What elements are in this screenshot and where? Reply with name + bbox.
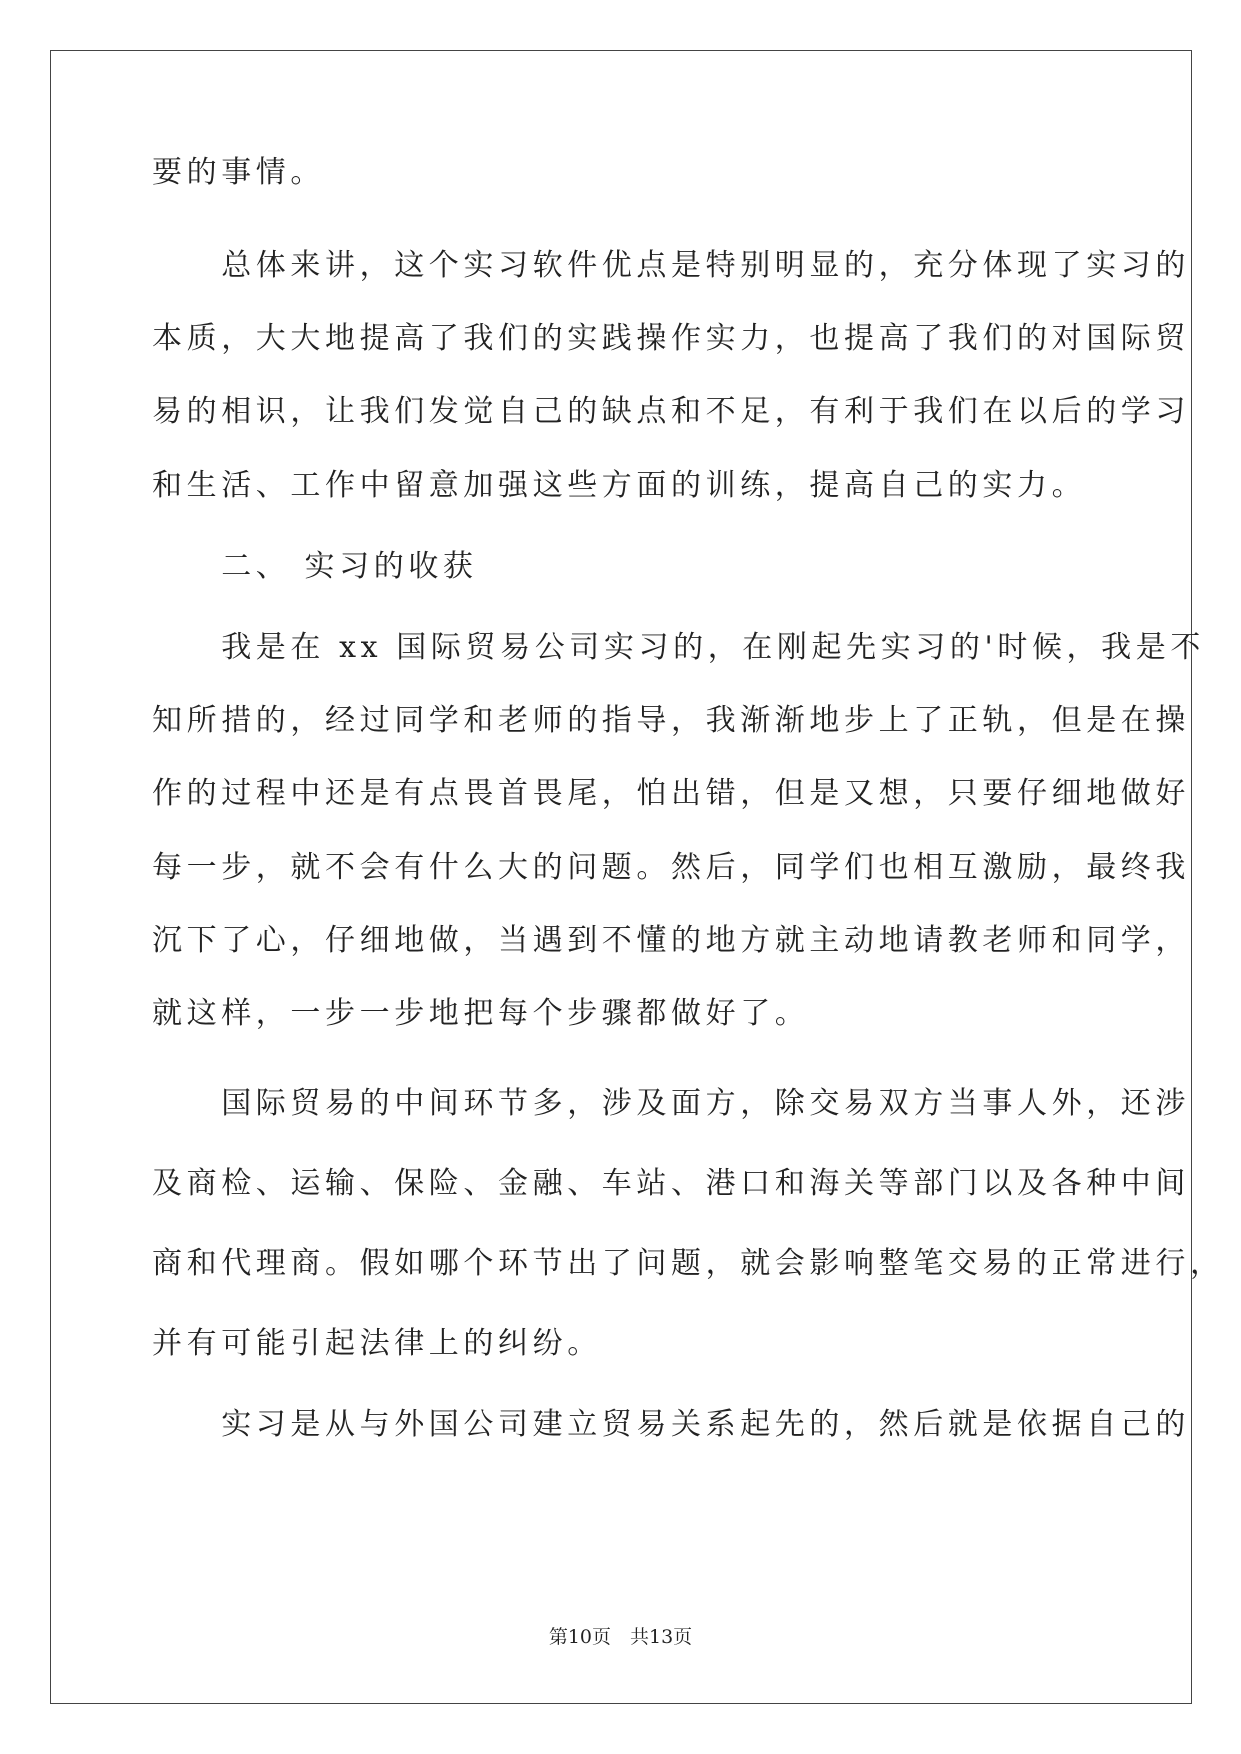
text-line: 我是在 xx 国际贸易公司实习的，在刚起先实习的'时候，我是不 [152, 630, 1205, 665]
text-line: 就这样，一步一步地把每个步骤都做好了。 [152, 996, 810, 1031]
text-line: 和生活、工作中留意加强这些方面的训练，提高自己的实力。 [152, 468, 1087, 503]
text-line: 总体来讲，这个实习软件优点是特别明显的，充分体现了实习的 [152, 248, 1190, 283]
text-line: 每一步，就不会有什么大的问题。然后，同学们也相互激励，最终我 [152, 850, 1190, 885]
text-line: 知所措的，经过同学和老师的指导，我渐渐地步上了正轨，但是在操 [152, 703, 1190, 738]
text-line: 沉下了心，仔细地做，当遇到不懂的地方就主动地请教老师和同学， [152, 923, 1190, 958]
text-line: 实习是从与外国公司建立贸易关系起先的，然后就是依据自己的 [152, 1407, 1190, 1442]
text-line: 作的过程中还是有点畏首畏尾，怕出错，但是又想，只要仔细地做好 [152, 776, 1190, 811]
text-line: 本质，大大地提高了我们的实践操作实力，也提高了我们的对国际贸 [152, 321, 1190, 356]
text-line: 国际贸易的中间环节多，涉及面方，除交易双方当事人外，还涉 [152, 1086, 1190, 1121]
text-line: 并有可能引起法律上的纠纷。 [152, 1326, 602, 1361]
text-line: 易的相识，让我们发觉自己的缺点和不足，有利于我们在以后的学习 [152, 394, 1190, 429]
text-line: 商和代理商。假如哪个环节出了问题，就会影响整笔交易的正常进行， [152, 1246, 1225, 1281]
section-heading: 二、 实习的收获 [152, 549, 478, 584]
text-line: 及商检、运输、保险、金融、车站、港口和海关等部门以及各种中间 [152, 1166, 1190, 1201]
page-number-footer: 第10页 共13页 [548, 1626, 693, 1648]
text-line: 要的事情。 [152, 155, 325, 190]
